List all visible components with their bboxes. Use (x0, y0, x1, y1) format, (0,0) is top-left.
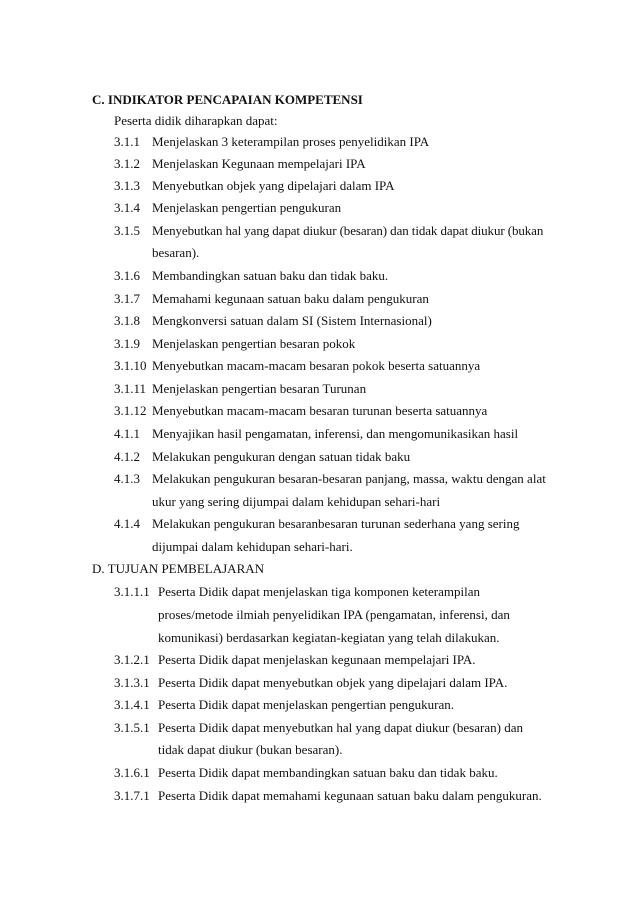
indicator-text: Mengkonversi satuan dalam SI (Sistem Internasional) (152, 313, 432, 328)
indicator-text: Memahami kegunaan satuan baku dalam pengukuran (152, 291, 429, 306)
indicator-number: 3.1.2 (114, 156, 140, 171)
indicator-text: Menyebutkan objek yang dipelajari dalam IPA (152, 178, 395, 193)
indicator-text: Membandingkan satuan baku dan tidak baku. (152, 268, 389, 283)
indicator-number: 4.1.2 (114, 449, 140, 464)
indicator-text: Menyajikan hasil pengamatan, inferensi, dan mengomunikasikan hasil (152, 426, 519, 441)
objective-text-continuation: komunikasi) berdasarkan kegiatan-kegiatan yang telah dilakukan. (158, 630, 500, 645)
indicator-number: 3.1.9 (114, 336, 140, 351)
objective-number: 3.1.4.1 (114, 697, 150, 712)
indicator-text-continuation: besaran). (152, 245, 200, 260)
objective-text: Peserta Didik dapat memahami kegunaan satuan baku dalam pengukuran. (158, 788, 542, 803)
indicator-number: 3.1.11 (114, 381, 147, 396)
indicator-text: Melakukan pengukuran besaranbesaran turunan sederhana yang sering (152, 516, 520, 531)
indicator-text: Menyebutkan hal yang dapat diukur (besaran) dan tidak dapat diukur (bukan (152, 223, 544, 238)
indicator-number: 4.1.4 (114, 516, 140, 531)
objective-text: Peserta Didik dapat menyebutkan objek yang dipelajari dalam IPA. (158, 675, 508, 690)
objective-text: Peserta Didik dapat membandingkan satuan baku dan tidak baku. (158, 765, 498, 780)
objective-number: 3.1.6.1 (114, 765, 150, 780)
indicator-number: 3.1.1 (114, 134, 140, 149)
indicator-number: 3.1.8 (114, 313, 140, 328)
indicator-number: 4.1.3 (114, 471, 140, 486)
indicator-number: 3.1.5 (114, 223, 140, 238)
indicator-text: Menjelaskan Kegunaan mempelajari IPA (152, 156, 366, 171)
objective-text: Peserta Didik dapat menjelaskan tiga komponen keterampilan (158, 584, 481, 599)
objective-text: Peserta Didik dapat menjelaskan kegunaan mempelajari IPA. (158, 652, 476, 667)
indicator-number: 3.1.12 (114, 403, 147, 418)
indicator-text: Melakukan pengukuran besaran-besaran panjang, massa, waktu dengan alat (152, 471, 546, 486)
indicator-number: 4.1.1 (114, 426, 140, 441)
objective-text: Peserta Didik dapat menyebutkan hal yang dapat diukur (besaran) dan (158, 720, 523, 735)
objective-number: 3.1.2.1 (114, 652, 150, 667)
indicator-text: Menyebutkan macam-macam besaran turunan beserta satuannya (152, 403, 488, 418)
section-c-intro: Peserta didik diharapkan dapat: (114, 113, 278, 128)
objective-number: 3.1.1.1 (114, 584, 150, 599)
objective-text: Peserta Didik dapat menjelaskan pengertian pengukuran. (158, 697, 455, 712)
indicator-text: Menjelaskan pengertian besaran pokok (152, 336, 356, 351)
indicator-text: Melakukan pengukuran dengan satuan tidak baku (152, 449, 411, 464)
indicator-number: 3.1.6 (114, 268, 140, 283)
objective-number: 3.1.5.1 (114, 720, 150, 735)
indicator-text: Menyebutkan macam-macam besaran pokok beserta satuannya (152, 358, 481, 373)
indicator-text-continuation: ukur yang sering dijumpai dalam kehidupan sehari-hari (152, 494, 441, 509)
section-d-heading: D. TUJUAN PEMBELAJARAN (92, 561, 265, 576)
indicator-text: Menjelaskan pengertian besaran Turunan (152, 381, 367, 396)
indicator-text-continuation: dijumpai dalam kehidupan sehari-hari. (152, 539, 353, 554)
objective-number: 3.1.3.1 (114, 675, 150, 690)
objective-text-continuation: proses/metode ilmiah penyelidikan IPA (pengamatan, inferensi, dan (158, 607, 510, 622)
indicator-number: 3.1.4 (114, 200, 140, 215)
indicator-number: 3.1.10 (114, 358, 147, 373)
objective-number: 3.1.7.1 (114, 788, 150, 803)
indicator-number: 3.1.7 (114, 291, 140, 306)
indicator-text: Menjelaskan 3 keterampilan proses penyelidikan IPA (152, 134, 430, 149)
indicator-number: 3.1.3 (114, 178, 140, 193)
objective-text-continuation: tidak dapat diukur (bukan besaran). (158, 742, 343, 757)
indicator-text: Menjelaskan pengertian pengukuran (152, 200, 342, 215)
section-c-heading: C. INDIKATOR PENCAPAIAN KOMPETENSI (92, 92, 363, 107)
